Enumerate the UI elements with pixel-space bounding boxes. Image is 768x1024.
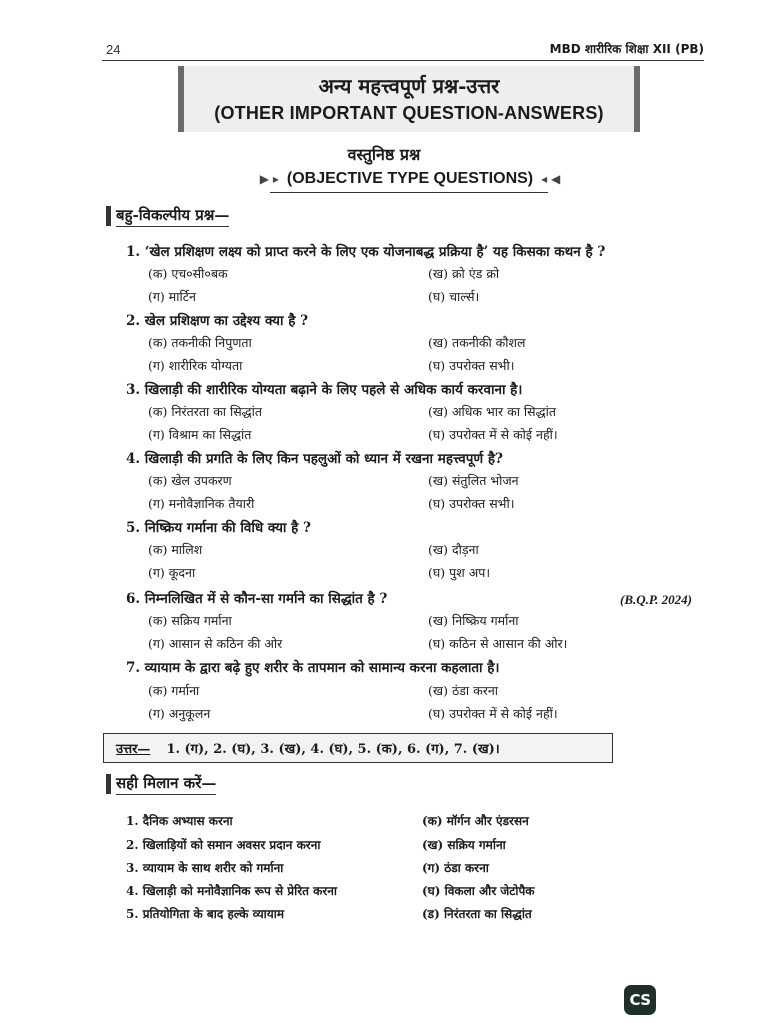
- question-3-option-d: (घ) उपरोक्त में से कोई नहीं।: [428, 427, 558, 442]
- match-right-2: (ख) सक्रिय गर्माना: [422, 838, 506, 852]
- question-7-option-b: (ख) ठंडा करना: [428, 683, 499, 698]
- question-4: 4. खिलाड़ी की प्रगति के लिए किन पहलुओं को ध्यान में रखना महत्त्वपूर्ण है?: [126, 451, 503, 467]
- question-7-option-c: (ग) अनुकूलन: [148, 706, 211, 721]
- answer-text: 1. (ग), 2. (घ), 3. (ख), 4. (घ), 5. (क), 6. (ग), 7. (ख)।: [166, 742, 500, 757]
- question-5-option-d: (घ) पुश अप।: [428, 565, 491, 580]
- title-box: [178, 66, 640, 132]
- answer-label: उत्तर—: [116, 742, 151, 757]
- question-5: 5. निष्क्रिय गर्माना की विधि क्या है ?: [126, 520, 311, 536]
- match-left-3: 3. व्यायाम के साथ शरीर को गर्माना: [126, 861, 284, 875]
- answer-box: [103, 733, 613, 763]
- question-1: 1. ‘खेल प्रशिक्षण लक्ष्य को प्राप्त करने के लिए एक योजनाबद्ध प्रक्रिया है’ यह किसका कथन है ?: [126, 244, 606, 260]
- question-5-option-b: (ख) दौड़ना: [428, 542, 479, 557]
- question-5-option-c: (ग) कूदना: [148, 565, 196, 580]
- question-4-option-c: (ग) मनोवैज्ञानिक तैयारी: [148, 496, 255, 511]
- question-2-option-d: (घ) उपरोक्त सभी।: [428, 358, 515, 373]
- subtitle-english-row: [245, 168, 575, 190]
- subtitle-english: (OBJECTIVE TYPE QUESTIONS): [286, 170, 534, 187]
- question-6-option-d: (घ) कठिन से आसान की ओर।: [428, 636, 568, 651]
- question-4-option-a: (क) खेल उपकरण: [148, 473, 232, 488]
- question-1-option-a: (क) एच०सी०बक: [148, 266, 228, 281]
- question-6-option-b: (ख) निष्क्रिय गर्माना: [428, 613, 519, 628]
- arrow-right-icon: ▶ ▸: [259, 172, 279, 186]
- question-2-option-a: (क) तकनीकी निपुणता: [148, 335, 252, 350]
- question-1-option-c: (ग) मार्टिन: [148, 289, 196, 304]
- question-7: 7. व्यायाम के द्वारा बढ़े हुए शरीर के तापमान को सामान्य करना कहलाता है।: [126, 660, 500, 676]
- match-left-5: 5. प्रतियोगिता के बाद हल्के व्यायाम: [126, 907, 285, 921]
- match-right-1: (क) मॉर्गन और एंडरसन: [422, 814, 529, 828]
- mcq-heading: बहु-विकल्पीय प्रश्न—: [106, 205, 229, 227]
- question-7-option-d: (घ) उपरोक्त में से कोई नहीं।: [428, 706, 558, 721]
- match-left-1: 1. दैनिक अभ्यास करना: [126, 814, 233, 828]
- match-right-5: (ड) निरंतरता का सिद्धांत: [422, 907, 532, 921]
- title-hindi: अन्य महत्त्वपूर्ण प्रश्न-उत्तर: [318, 74, 500, 98]
- subtitle-hindi: वस्तुनिष्ठ प्रश्न: [347, 145, 421, 164]
- question-6: 6. निम्नलिखित में से कौन-सा गर्माने का सिद्धांत है ?: [126, 591, 388, 607]
- question-2: 2. खेल प्रशिक्षण का उद्देश्य क्या है ?: [126, 313, 308, 329]
- question-5-option-a: (क) मालिश: [148, 542, 203, 557]
- match-heading: सही मिलान करें—: [106, 773, 216, 795]
- page-number: 24: [106, 42, 121, 57]
- question-2-option-b: (ख) तकनीकी कौशल: [428, 335, 526, 350]
- heading-bar: [106, 774, 111, 794]
- question-6-option-a: (क) सक्रिय गर्माना: [148, 613, 232, 628]
- heading-bar: [106, 206, 111, 226]
- question-3: 3. खिलाड़ी की शारीरिक योग्यता बढ़ाने के लिए पहले से अधिक कार्य करवाना है।: [126, 382, 523, 398]
- question-2-option-c: (ग) शारीरिक योग्यता: [148, 358, 243, 373]
- question-6-option-c: (ग) आसान से कठिन की ओर: [148, 636, 283, 651]
- camscanner-logo: CS: [624, 985, 656, 1015]
- source-tag: (B.Q.P. 2024): [620, 592, 692, 607]
- match-left-2: 2. खिलाड़ियों को समान अवसर प्रदान करना: [126, 838, 321, 852]
- match-right-4: (घ) विकला और जेटोपैक: [422, 884, 535, 898]
- question-3-option-a: (क) निरंतरता का सिद्धांत: [148, 404, 263, 419]
- running-head: MBD शारीरिक शिक्षा XII (PB): [549, 42, 704, 56]
- question-4-option-d: (घ) उपरोक्त सभी।: [428, 496, 515, 511]
- question-7-option-a: (क) गर्माना: [148, 683, 200, 698]
- question-3-option-b: (ख) अधिक भार का सिद्धांत: [428, 404, 556, 419]
- question-4-option-b: (ख) संतुलित भोजन: [428, 473, 519, 488]
- subtitle-rule: [270, 192, 548, 193]
- arrow-left-icon: ◂ ◀: [541, 172, 561, 186]
- question-3-option-c: (ग) विश्राम का सिद्धांत: [148, 427, 252, 442]
- match-right-3: (ग) ठंडा करना: [422, 861, 489, 875]
- question-1-option-d: (घ) चार्ल्स।: [428, 289, 480, 304]
- match-left-4: 4. खिलाड़ी को मनोवैज्ञानिक रूप से प्रेरित करना: [126, 884, 338, 898]
- question-1-option-b: (ख) क्रो एंड क्रो: [428, 266, 500, 281]
- header-rule: [102, 60, 704, 61]
- title-english: (OTHER IMPORTANT QUESTION-ANSWERS): [214, 103, 604, 123]
